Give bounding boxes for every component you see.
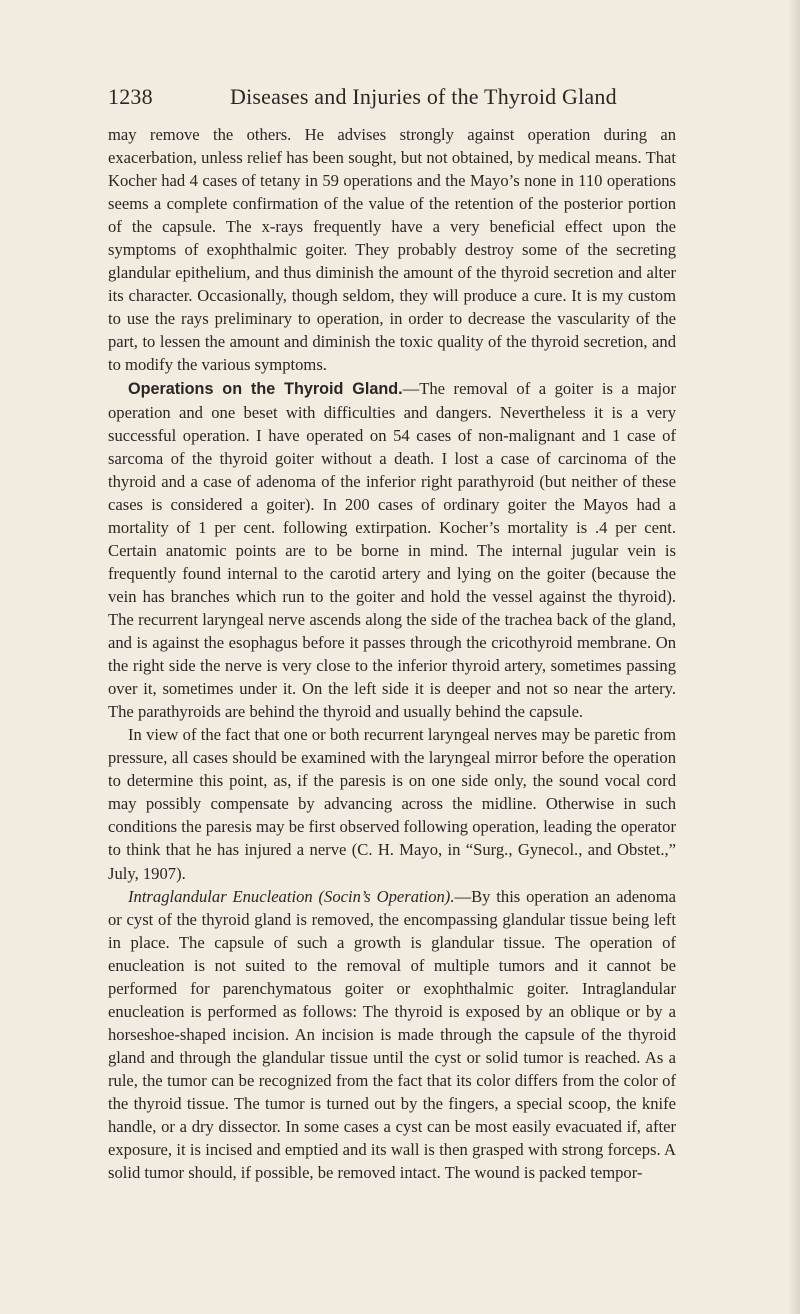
paragraph-1-text: may remove the others. He advises strongly against operation during an exacerbation, unless relief has been sought, but not obtained, by medical means. That Kocher had 4 cases of tetany in 59 operations and the Mayo’s none in 110 operations seems a complete confirmation of the value of the retention of the posterior portion of the capsule. The x-rays frequently have a very beneficial effect upon the symptoms of exophthalmic goiter. They probably destroy some of the secreting glandular epithelium, and thus diminish the amount of the thyroid secretion and alter its character. Occasionally, though seldom, they will produce a cure. It is my custom to use the rays preliminary to operation, in order to decrease the vascularity of the part, to lessen the amount and diminish the toxic quality of the thyroid secretion, and to modify the various symptoms. [108, 125, 676, 375]
section-heading-operations: Operations on the Thyroid Gland. [128, 379, 403, 398]
paragraph-3 [108, 723, 676, 884]
paragraph-4 [108, 885, 676, 1185]
running-title: Diseases and Injuries of the Thyroid Gland [230, 84, 617, 109]
body-text [108, 123, 676, 1184]
running-header [108, 84, 668, 110]
paragraph-4-text: —By this operation an adenoma or cyst of the thyroid gland is removed, the encompassing glandular tissue being left in place. The capsule of such a growth is glandular tissue. The operation of enucleation is not suited to the removal of multiple tumors and it cannot be performed for parenchymatous goiter or exophthalmic goiter. Intraglandular enucleation is performed as follows: The thyroid is exposed by an oblique or by a horseshoe-shaped incision. An incision is made through the capsule of the thyroid gland and through the glandular tissue until the cyst or solid tumor is reached. As a rule, the tumor can be recognized from the fact that its color differs from the color of the thyroid tissue. The tumor is turned out by the fingers, a special scoop, the knife handle, or a dry dissector. In some cases a cyst can be most easily evacuated if, after exposure, it is incised and emptied and its wall is then grasped with strong forceps. A solid tumor should, if possible, be removed intact. The wound is packed tempor- [108, 886, 676, 1183]
paragraph-2 [108, 377, 676, 724]
paragraph-2-text: —The removal of a goiter is a major operation and one beset with difficulties and dangers. Nevertheless it is a very successful operation. I have operated on 54 cases of non-malignant and 1 case of sarcoma of the thyroid goiter without a death. I lost a case of carcinoma of the thyroid and a case of adenoma of the inferior right parathyroid (but neither of these cases is considered a goiter). In 200 cases of ordinary goiter the Mayos had a mortality of 1 per cent. following extirpation. Kocher’s mortality is .4 per cent. Certain anatomic points are to be borne in mind. The internal jugular vein is frequently found internal to the carotid artery and lying on the goiter (because the vein has branches which run to the goiter and hold the vessel against the thyroid). The recurrent laryngeal nerve ascends along the side of the trachea back of the gland, and is against the esophagus before it passes through the cricothyroid membrane. On the right side the nerve is very close to the inferior thyroid artery, sometimes passing over it, sometimes under it. On the left side it is deeper and not so near the artery. The parathyroids are behind the thyroid and usually behind the capsule. [108, 378, 676, 722]
paragraph-3-text: In view of the fact that one or both recurrent laryngeal nerves may be paretic from pressure, all cases should be examined with the laryngeal mirror before the operation to determine this point, as, if the paresis is on one side only, the sound vocal cord may possibly compensate by advancing across the midline. Otherwise in such conditions the paresis may be first observed following operation, leading the operator to think that he has injured a nerve (C. H. Mayo, in “Surg., Gynecol., and Obstet.,” July, 1907). [108, 725, 676, 883]
section-heading-enucleation: Intraglandular Enucleation (Socin’s Operation). [128, 886, 455, 906]
page-number: 1238 [108, 84, 153, 109]
paragraph-1 [108, 123, 676, 377]
